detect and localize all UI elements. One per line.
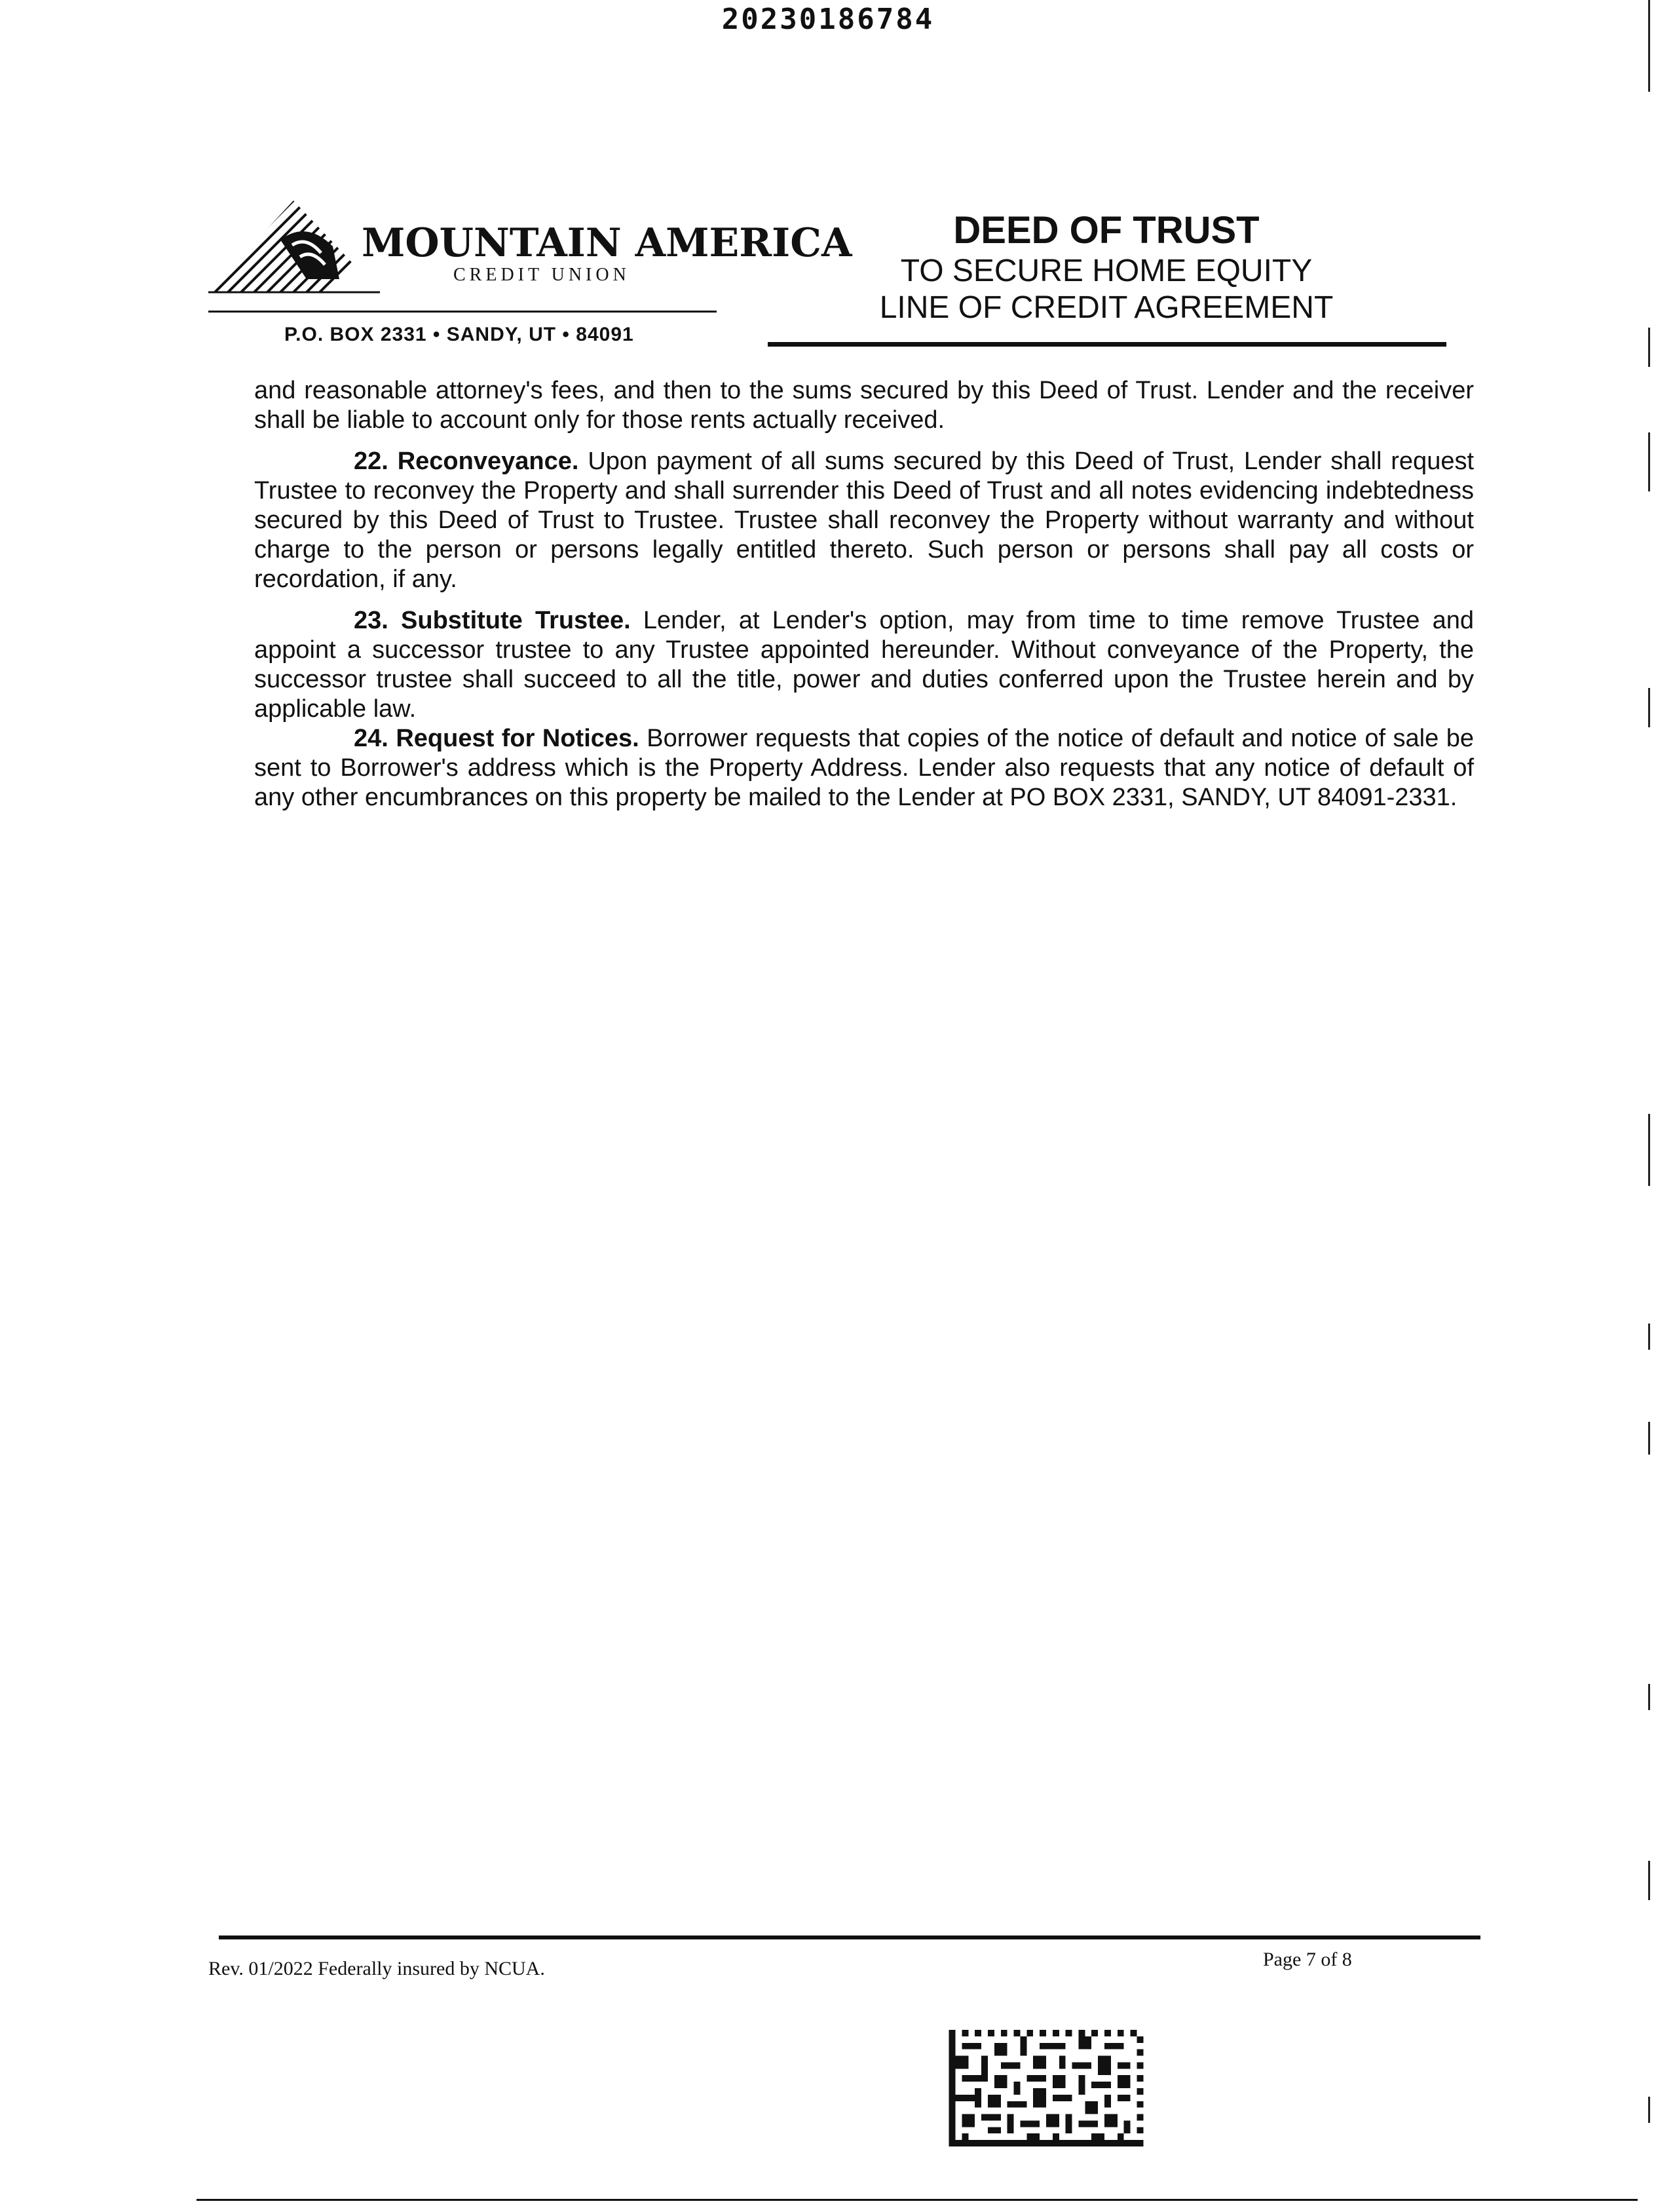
section-text: Lender, at Lender's option, may from time to time remove Trustee and appoint a successor trustee to any Trustee appointed hereunder. Without conveyance of the Property, the successor trustee shall succeed to all the title, power and duties conferred upon the Trustee herein and by applicable law.	[254, 607, 1474, 723]
section-22	[254, 447, 1474, 594]
section-heading: 24. Request for Notices.	[354, 725, 639, 752]
document-body	[254, 376, 1474, 812]
title-line-1: DEED OF TRUST	[953, 209, 1260, 252]
section-heading: 23. Substitute Trustee.	[354, 607, 631, 634]
section-text: Borrower requests that copies of the notice of default and notice of sale be sent to Borrower's address which is the Property Address. Lender also requests that any notice of default of any other encumbrances on this property be mailed to the Lender at PO BOX 2331, SANDY, UT 84091-2331.	[254, 725, 1474, 811]
revision-note: Rev. 01/2022 Federally insured by NCUA.	[208, 1958, 545, 1979]
section-text: Upon payment of all sums secured by this Deed of Trust, Lender shall request Trustee to reconvey the Property and shall surrender this Deed of Trust and all notes evidencing indebtedness secured by this Deed of Trust to Trustee. Trustee shall reconvey the Property without warranty and without charge to the person or persons legally entitled thereto. Such person or persons shall pay all costs or recordation, if any.	[254, 448, 1475, 593]
page-number: Page 7 of 8	[1263, 1949, 1352, 1970]
document-title	[766, 208, 1446, 326]
title-line-3: LINE OF CREDIT AGREEMENT	[879, 290, 1334, 325]
section-23	[254, 606, 1474, 724]
lender-address: P.O. BOX 2331 • SANDY, UT • 84091	[284, 324, 634, 345]
title-divider	[768, 342, 1446, 347]
datamatrix-barcode-icon	[947, 2030, 1145, 2146]
logo-divider	[208, 311, 717, 313]
continuation-paragraph: and reasonable attorney's fees, and then to the sums secured by this Deed of Trust. Lender and the receiver shall be liable to account only for those rents actually received.	[254, 377, 1474, 434]
document-number: 20230186784	[721, 3, 935, 36]
title-line-2: TO SECURE HOME EQUITY	[900, 254, 1313, 288]
mountain-logo-icon	[208, 194, 380, 296]
footer-divider	[219, 1936, 1480, 1939]
scan-edge-marks	[1644, 0, 1653, 2212]
section-24	[254, 724, 1474, 812]
section-heading: 22. Reconveyance.	[354, 448, 579, 475]
credit-union-logo	[208, 194, 852, 355]
logo-name: MOUNTAIN AMERICA	[362, 220, 852, 266]
scan-bottom-edge	[197, 2199, 1638, 2201]
logo-subtitle: CREDIT UNION	[453, 265, 630, 285]
